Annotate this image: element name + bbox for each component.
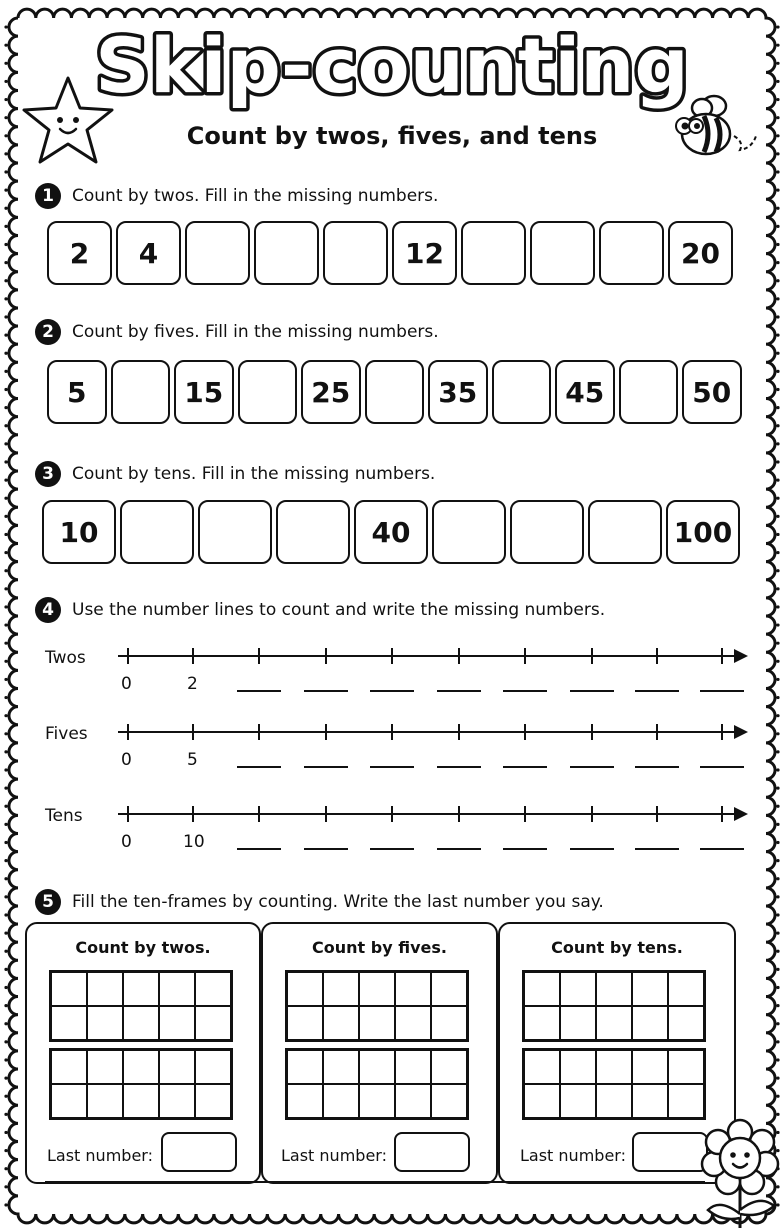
number-line-blank[interactable] (635, 690, 679, 692)
last-number-box[interactable] (394, 1132, 470, 1172)
ten-frame-cell[interactable] (560, 972, 596, 1006)
number-line-blank[interactable] (304, 690, 348, 692)
ten-frame-cell[interactable] (632, 1006, 668, 1040)
ten-frame-cell[interactable] (431, 1006, 467, 1040)
ten-frame-cell[interactable] (159, 1050, 195, 1084)
ten-frame-cell[interactable] (668, 972, 704, 1006)
q1-box-row (47, 221, 737, 285)
number-box: 20 (668, 221, 733, 285)
q2-box-row (47, 360, 746, 424)
number-line-blank[interactable] (370, 766, 414, 768)
ten-frame-panel-fives (261, 922, 498, 1184)
last-number-box[interactable] (161, 1132, 237, 1172)
ten-frame-cell[interactable] (596, 1006, 632, 1040)
blank-number-box[interactable] (238, 360, 298, 424)
number-line-start: 0 (121, 674, 132, 694)
ten-frame-cell[interactable] (632, 1084, 668, 1118)
ten-frame-cell[interactable] (431, 1084, 467, 1118)
ten-frame-cell[interactable] (195, 972, 231, 1006)
number-line-blank[interactable] (437, 690, 481, 692)
question-text: Fill the ten-frames by counting. Write the last number you say. (72, 892, 604, 912)
question-text: Count by twos. Fill in the missing numbers. (72, 186, 439, 206)
blank-number-box[interactable] (599, 221, 664, 285)
number-line-blank[interactable] (503, 848, 547, 850)
question-number: 3 (35, 461, 61, 487)
number-line-second: 10 (183, 832, 205, 852)
number-line-blank[interactable] (635, 848, 679, 850)
ten-frame-cell[interactable] (159, 1006, 195, 1040)
star-mascot-icon (20, 74, 116, 166)
question-3 (35, 461, 435, 487)
ten-frame-cell[interactable] (195, 1050, 231, 1084)
ten-frame-cell[interactable] (287, 972, 323, 1006)
ten-frame-cell[interactable] (87, 1084, 123, 1118)
ten-frame-cell[interactable] (51, 972, 87, 1006)
ten-frame-cell[interactable] (87, 1006, 123, 1040)
ten-frame-cell[interactable] (524, 1084, 560, 1118)
number-line-blank[interactable] (370, 848, 414, 850)
number-line-second: 5 (187, 750, 198, 770)
ten-frame-cell[interactable] (123, 972, 159, 1006)
number-box: 45 (555, 360, 615, 424)
ten-frame-cell[interactable] (560, 1050, 596, 1084)
ten-frame-cell[interactable] (596, 1050, 632, 1084)
question-text: Count by fives. Fill in the missing numbers. (72, 322, 439, 342)
flower-icon (700, 1118, 782, 1230)
ten-frame-cell[interactable] (668, 1006, 704, 1040)
number-line-blank[interactable] (237, 690, 281, 692)
number-line-blank[interactable] (237, 848, 281, 850)
number-box: 10 (42, 500, 116, 564)
ten-frame-cell[interactable] (123, 1006, 159, 1040)
ten-frame-cell[interactable] (159, 972, 195, 1006)
bottom-rule (45, 1181, 705, 1183)
ten-frame-cell[interactable] (51, 1006, 87, 1040)
number-line-blank[interactable] (437, 848, 481, 850)
blank-number-box[interactable] (365, 360, 425, 424)
ten-frame-cell[interactable] (560, 1084, 596, 1118)
ten-frame-cell[interactable] (195, 1084, 231, 1118)
question-number: 2 (35, 319, 61, 345)
ten-frame[interactable] (49, 970, 233, 1042)
blank-number-box[interactable] (185, 221, 250, 285)
ten-frame-cell[interactable] (323, 1084, 359, 1118)
ten-frame-cell[interactable] (359, 1050, 395, 1084)
number-line-blank[interactable] (304, 848, 348, 850)
blank-number-box[interactable] (530, 221, 595, 285)
blank-number-box[interactable] (276, 500, 350, 564)
ten-frame-cell[interactable] (287, 1084, 323, 1118)
question-number: 5 (35, 889, 61, 915)
number-line (110, 804, 760, 824)
ten-frame[interactable] (522, 1048, 706, 1120)
last-number-box[interactable] (632, 1132, 708, 1172)
ten-frame-cell[interactable] (287, 1050, 323, 1084)
ten-frame-cell[interactable] (323, 1006, 359, 1040)
ten-frame-cell[interactable] (87, 1050, 123, 1084)
title-text: Skip-counting (95, 21, 689, 110)
ten-frame[interactable] (522, 970, 706, 1042)
ten-frame-cell[interactable] (395, 1006, 431, 1040)
blank-number-box[interactable] (432, 500, 506, 564)
number-line (110, 646, 760, 666)
ten-frame-cell[interactable] (395, 972, 431, 1006)
ten-frame-cell[interactable] (632, 1050, 668, 1084)
ten-frame-cell[interactable] (123, 1050, 159, 1084)
ten-frame[interactable] (285, 970, 469, 1042)
ten-frame-cell[interactable] (195, 1006, 231, 1040)
ten-frame-panel-twos (25, 922, 261, 1184)
question-text: Use the number lines to count and write the missing numbers. (72, 600, 606, 620)
blank-number-box[interactable] (461, 221, 526, 285)
question-5 (35, 889, 604, 915)
question-4 (35, 597, 605, 623)
ten-frame-cell[interactable] (159, 1084, 195, 1118)
ten-frame-cell[interactable] (524, 972, 560, 1006)
question-2 (35, 319, 439, 345)
number-line-blank[interactable] (370, 690, 414, 692)
ten-frame-cell[interactable] (668, 1050, 704, 1084)
ten-frame-cell[interactable] (596, 972, 632, 1006)
number-line-blank[interactable] (570, 848, 614, 850)
ten-frame-cell[interactable] (560, 1006, 596, 1040)
ten-frame-cell[interactable] (395, 1084, 431, 1118)
number-line-blank[interactable] (304, 766, 348, 768)
question-number: 1 (35, 183, 61, 209)
blank-number-box[interactable] (492, 360, 552, 424)
ten-frame-cell[interactable] (51, 1050, 87, 1084)
ten-frame-cell[interactable] (632, 972, 668, 1006)
number-box: 15 (174, 360, 234, 424)
number-box: 40 (354, 500, 428, 564)
ten-frame-cell[interactable] (596, 1084, 632, 1118)
number-line-start: 0 (121, 832, 132, 852)
number-line-blank[interactable] (570, 690, 614, 692)
number-line-blank[interactable] (700, 690, 744, 692)
ten-frame-cell[interactable] (524, 1050, 560, 1084)
number-box: 5 (47, 360, 107, 424)
blank-number-box[interactable] (323, 221, 388, 285)
blank-number-box[interactable] (588, 500, 662, 564)
last-number-label: Last number: (520, 1146, 626, 1165)
blank-number-box[interactable] (120, 500, 194, 564)
blank-number-box[interactable] (619, 360, 679, 424)
number-line-blank[interactable] (635, 766, 679, 768)
ten-frame-cell[interactable] (323, 1050, 359, 1084)
bee-icon (664, 92, 760, 164)
number-line-start: 0 (121, 750, 132, 770)
panel-title: Count by twos. (75, 938, 211, 957)
number-line-blank[interactable] (700, 848, 744, 850)
number-box: 25 (301, 360, 361, 424)
ten-frame-cell[interactable] (359, 1006, 395, 1040)
worksheet-subtitle: Count by twos, fives, and tens (186, 122, 598, 150)
number-box: 35 (428, 360, 488, 424)
ten-frame[interactable] (285, 1048, 469, 1120)
question-number: 4 (35, 597, 61, 623)
number-box: 12 (392, 221, 457, 285)
number-line-blank[interactable] (237, 766, 281, 768)
number-line-blank[interactable] (503, 690, 547, 692)
number-line-blank[interactable] (437, 766, 481, 768)
q3-box-row (42, 500, 744, 564)
number-line-blank[interactable] (570, 766, 614, 768)
ten-frame-cell[interactable] (287, 1006, 323, 1040)
ten-frame-cell[interactable] (359, 972, 395, 1006)
blank-number-box[interactable] (510, 500, 584, 564)
number-line-label-twos: Twos (45, 648, 86, 668)
number-line-label-tens: Tens (45, 806, 83, 826)
ten-frame-cell[interactable] (123, 1084, 159, 1118)
ten-frame-cell[interactable] (431, 972, 467, 1006)
number-line-label-fives: Fives (45, 724, 88, 744)
ten-frame-cell[interactable] (524, 1006, 560, 1040)
blank-number-box[interactable] (198, 500, 272, 564)
number-line-blank[interactable] (700, 766, 744, 768)
ten-frame-cell[interactable] (323, 972, 359, 1006)
ten-frame-cell[interactable] (431, 1050, 467, 1084)
ten-frame-cell[interactable] (668, 1084, 704, 1118)
ten-frame[interactable] (49, 1048, 233, 1120)
last-number-label: Last number: (47, 1146, 153, 1165)
panel-title: Count by fives. (312, 938, 447, 957)
number-line (110, 722, 760, 742)
number-box: 2 (47, 221, 112, 285)
last-number-label: Last number: (281, 1146, 387, 1165)
ten-frame-cell[interactable] (395, 1050, 431, 1084)
ten-frame-cell[interactable] (51, 1084, 87, 1118)
ten-frame-cell[interactable] (87, 972, 123, 1006)
panel-title: Count by tens. (551, 938, 683, 957)
number-line-blank[interactable] (503, 766, 547, 768)
blank-number-box[interactable] (254, 221, 319, 285)
question-1 (35, 183, 438, 209)
ten-frame-cell[interactable] (359, 1084, 395, 1118)
question-text: Count by tens. Fill in the missing numbers. (72, 464, 436, 484)
number-box: 50 (682, 360, 742, 424)
number-box: 100 (666, 500, 740, 564)
blank-number-box[interactable] (111, 360, 171, 424)
number-line-second: 2 (187, 674, 198, 694)
number-box: 4 (116, 221, 181, 285)
